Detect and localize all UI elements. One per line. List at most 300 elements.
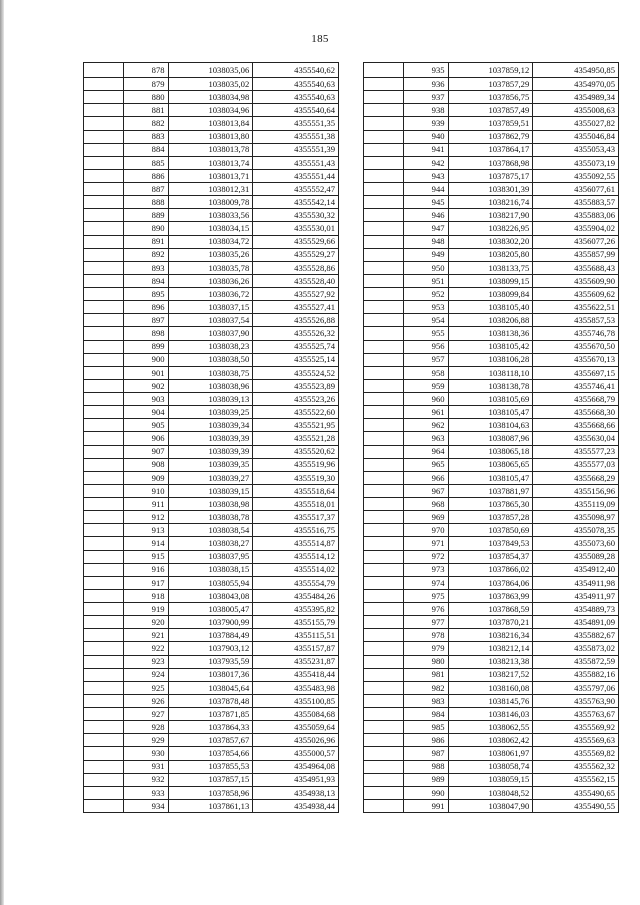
x-coordinate-cell: 1038038,50	[168, 353, 253, 366]
y-coordinate-cell: 4355872,59	[533, 655, 619, 668]
blank-cell	[84, 183, 124, 196]
blank-cell	[364, 379, 404, 392]
x-coordinate-cell: 1037861,13	[168, 799, 253, 812]
x-coordinate-cell: 1037871,85	[168, 708, 253, 721]
x-coordinate-cell: 1038118,10	[448, 366, 533, 379]
x-coordinate-cell: 1038065,18	[448, 445, 533, 458]
table-row	[84, 550, 339, 563]
x-coordinate-cell: 1038062,42	[448, 734, 533, 747]
point-number-cell: 967	[403, 484, 448, 497]
blank-cell	[364, 340, 404, 353]
x-coordinate-cell: 1038216,74	[448, 196, 533, 209]
point-number-cell: 937	[403, 91, 448, 104]
point-number-cell: 920	[123, 616, 168, 629]
table-row	[364, 183, 619, 196]
table-row	[364, 117, 619, 130]
point-number-cell: 885	[123, 156, 168, 169]
y-coordinate-cell: 4355490,55	[533, 799, 619, 812]
blank-cell	[84, 156, 124, 169]
blank-cell	[84, 471, 124, 484]
blank-cell	[84, 576, 124, 589]
point-number-cell: 972	[403, 550, 448, 563]
y-coordinate-cell: 4355552,47	[253, 183, 339, 196]
x-coordinate-cell: 1038013,74	[168, 156, 253, 169]
table-row	[364, 550, 619, 563]
point-number-cell: 932	[123, 773, 168, 786]
x-coordinate-cell: 1038038,15	[168, 563, 253, 576]
y-coordinate-cell: 4355027,82	[533, 117, 619, 130]
blank-cell	[364, 143, 404, 156]
point-number-cell: 904	[123, 406, 168, 419]
x-coordinate-cell: 1038105,69	[448, 393, 533, 406]
table-row	[84, 694, 339, 707]
blank-cell	[84, 78, 124, 91]
point-number-cell: 911	[123, 498, 168, 511]
y-coordinate-cell: 4355519,30	[253, 471, 339, 484]
point-number-cell: 983	[403, 694, 448, 707]
x-coordinate-cell: 1038036,72	[168, 288, 253, 301]
point-number-cell: 975	[403, 589, 448, 602]
point-number-cell: 943	[403, 169, 448, 182]
x-coordinate-cell: 1038302,20	[448, 235, 533, 248]
blank-cell	[364, 314, 404, 327]
x-coordinate-cell: 1038005,47	[168, 603, 253, 616]
table-row	[364, 747, 619, 760]
point-number-cell: 925	[123, 681, 168, 694]
blank-cell	[364, 288, 404, 301]
x-coordinate-cell: 1038087,96	[448, 432, 533, 445]
table-row	[84, 248, 339, 261]
point-number-cell: 971	[403, 537, 448, 550]
x-coordinate-cell: 1038038,75	[168, 366, 253, 379]
x-coordinate-cell: 1038104,63	[448, 419, 533, 432]
x-coordinate-cell: 1038038,27	[168, 537, 253, 550]
y-coordinate-cell: 4355668,66	[533, 419, 619, 432]
point-number-cell: 928	[123, 721, 168, 734]
point-number-cell: 950	[403, 261, 448, 274]
x-coordinate-cell: 1038035,06	[168, 63, 253, 78]
point-number-cell: 923	[123, 655, 168, 668]
x-coordinate-cell: 1037866,02	[448, 563, 533, 576]
blank-cell	[84, 642, 124, 655]
blank-cell	[84, 668, 124, 681]
blank-cell	[364, 366, 404, 379]
point-number-cell: 919	[123, 603, 168, 616]
point-number-cell: 942	[403, 156, 448, 169]
x-coordinate-cell: 1038038,96	[168, 379, 253, 392]
x-coordinate-cell: 1038013,80	[168, 130, 253, 143]
y-coordinate-cell: 4355046,84	[533, 130, 619, 143]
x-coordinate-cell: 1037878,48	[168, 694, 253, 707]
x-coordinate-cell: 1038065,65	[448, 458, 533, 471]
table-row	[84, 629, 339, 642]
table-row	[364, 616, 619, 629]
x-coordinate-cell: 1037863,99	[448, 589, 533, 602]
x-coordinate-cell: 1037935,59	[168, 655, 253, 668]
blank-cell	[364, 222, 404, 235]
blank-cell	[364, 393, 404, 406]
table-row	[364, 708, 619, 721]
point-number-cell: 887	[123, 183, 168, 196]
point-number-cell: 884	[123, 143, 168, 156]
y-coordinate-cell: 4355857,99	[533, 248, 619, 261]
point-number-cell: 902	[123, 379, 168, 392]
point-number-cell: 936	[403, 78, 448, 91]
y-coordinate-cell: 4354889,73	[533, 603, 619, 616]
table-row	[84, 524, 339, 537]
point-number-cell: 944	[403, 183, 448, 196]
y-coordinate-cell: 4355526,32	[253, 327, 339, 340]
point-number-cell: 909	[123, 471, 168, 484]
y-coordinate-cell: 4355395,82	[253, 603, 339, 616]
blank-cell	[84, 747, 124, 760]
point-number-cell: 894	[123, 274, 168, 287]
y-coordinate-cell: 4355562,15	[533, 773, 619, 786]
blank-cell	[84, 209, 124, 222]
x-coordinate-cell: 1038038,23	[168, 340, 253, 353]
y-coordinate-cell: 4355528,86	[253, 261, 339, 274]
y-coordinate-cell: 4355569,63	[533, 734, 619, 747]
point-number-cell: 966	[403, 471, 448, 484]
point-number-cell: 982	[403, 681, 448, 694]
blank-cell	[84, 104, 124, 117]
point-number-cell: 905	[123, 419, 168, 432]
y-coordinate-cell: 4355483,98	[253, 681, 339, 694]
point-number-cell: 980	[403, 655, 448, 668]
y-coordinate-cell: 4355516,75	[253, 524, 339, 537]
x-coordinate-cell: 1038035,78	[168, 261, 253, 274]
blank-cell	[364, 484, 404, 497]
table-row	[364, 91, 619, 104]
blank-cell	[84, 117, 124, 130]
y-coordinate-cell: 4356077,61	[533, 183, 619, 196]
x-coordinate-cell: 1038037,15	[168, 301, 253, 314]
blank-cell	[84, 327, 124, 340]
x-coordinate-cell: 1038212,14	[448, 642, 533, 655]
y-coordinate-cell: 4355551,43	[253, 156, 339, 169]
blank-cell	[364, 799, 404, 812]
x-coordinate-cell: 1037864,06	[448, 576, 533, 589]
y-coordinate-cell: 4355526,88	[253, 314, 339, 327]
blank-cell	[364, 694, 404, 707]
blank-cell	[364, 327, 404, 340]
blank-cell	[84, 708, 124, 721]
y-coordinate-cell: 4355746,41	[533, 379, 619, 392]
coordinate-table-left-body	[84, 63, 339, 813]
x-coordinate-cell: 1038105,47	[448, 471, 533, 484]
x-coordinate-cell: 1038205,80	[448, 248, 533, 261]
point-number-cell: 955	[403, 327, 448, 340]
blank-cell	[84, 301, 124, 314]
y-coordinate-cell: 4355882,16	[533, 668, 619, 681]
y-coordinate-cell: 4355523,26	[253, 393, 339, 406]
table-row	[364, 603, 619, 616]
point-number-cell: 973	[403, 563, 448, 576]
point-number-cell: 908	[123, 458, 168, 471]
blank-cell	[84, 432, 124, 445]
table-row	[364, 314, 619, 327]
point-number-cell: 941	[403, 143, 448, 156]
y-coordinate-cell: 4355519,96	[253, 458, 339, 471]
point-number-cell: 890	[123, 222, 168, 235]
table-row	[364, 143, 619, 156]
table-row	[364, 130, 619, 143]
x-coordinate-cell: 1038045,64	[168, 681, 253, 694]
x-coordinate-cell: 1037900,99	[168, 616, 253, 629]
blank-cell	[84, 616, 124, 629]
blank-cell	[364, 511, 404, 524]
x-coordinate-cell: 1038043,08	[168, 589, 253, 602]
point-number-cell: 935	[403, 63, 448, 78]
y-coordinate-cell: 4355609,62	[533, 288, 619, 301]
point-number-cell: 895	[123, 288, 168, 301]
x-coordinate-cell: 1037903,12	[168, 642, 253, 655]
x-coordinate-cell: 1038037,90	[168, 327, 253, 340]
table-row	[364, 288, 619, 301]
x-coordinate-cell: 1037864,17	[448, 143, 533, 156]
point-number-cell: 951	[403, 274, 448, 287]
y-coordinate-cell: 4355763,67	[533, 708, 619, 721]
table-row	[84, 563, 339, 576]
point-number-cell: 979	[403, 642, 448, 655]
table-row	[364, 63, 619, 78]
table-row	[364, 537, 619, 550]
table-row	[84, 458, 339, 471]
y-coordinate-cell: 4355763,90	[533, 694, 619, 707]
y-coordinate-cell: 4355155,79	[253, 616, 339, 629]
blank-cell	[364, 156, 404, 169]
point-number-cell: 978	[403, 629, 448, 642]
table-row	[364, 681, 619, 694]
y-coordinate-cell: 4355670,50	[533, 340, 619, 353]
y-coordinate-cell: 4356077,26	[533, 235, 619, 248]
y-coordinate-cell: 4355746,78	[533, 327, 619, 340]
table-row	[364, 393, 619, 406]
y-coordinate-cell: 4355100,85	[253, 694, 339, 707]
table-row	[84, 773, 339, 786]
x-coordinate-cell: 1037870,21	[448, 616, 533, 629]
point-number-cell: 984	[403, 708, 448, 721]
x-coordinate-cell: 1038138,36	[448, 327, 533, 340]
x-coordinate-cell: 1038013,78	[168, 143, 253, 156]
y-coordinate-cell: 4355026,96	[253, 734, 339, 747]
y-coordinate-cell: 4355530,01	[253, 222, 339, 235]
y-coordinate-cell: 4355883,57	[533, 196, 619, 209]
blank-cell	[84, 222, 124, 235]
blank-cell	[364, 419, 404, 432]
blank-cell	[364, 458, 404, 471]
point-number-cell: 960	[403, 393, 448, 406]
blank-cell	[84, 589, 124, 602]
table-row	[84, 603, 339, 616]
x-coordinate-cell: 1038034,15	[168, 222, 253, 235]
point-number-cell: 974	[403, 576, 448, 589]
blank-cell	[84, 91, 124, 104]
blank-cell	[84, 248, 124, 261]
blank-cell	[364, 589, 404, 602]
table-row	[364, 353, 619, 366]
blank-cell	[84, 419, 124, 432]
table-row	[84, 327, 339, 340]
blank-cell	[364, 261, 404, 274]
table-row	[84, 786, 339, 799]
blank-cell	[364, 563, 404, 576]
x-coordinate-cell: 1038138,78	[448, 379, 533, 392]
y-coordinate-cell: 4355797,06	[533, 681, 619, 694]
y-coordinate-cell: 4355000,57	[253, 747, 339, 760]
point-number-cell: 985	[403, 721, 448, 734]
table-row	[364, 301, 619, 314]
blank-cell	[364, 668, 404, 681]
table-row	[364, 484, 619, 497]
blank-cell	[364, 235, 404, 248]
table-row	[84, 616, 339, 629]
x-coordinate-cell: 1037855,53	[168, 760, 253, 773]
blank-cell	[364, 760, 404, 773]
blank-cell	[364, 301, 404, 314]
table-row	[364, 156, 619, 169]
x-coordinate-cell: 1037875,17	[448, 169, 533, 182]
y-coordinate-cell: 4355525,74	[253, 340, 339, 353]
y-coordinate-cell: 4355577,03	[533, 458, 619, 471]
x-coordinate-cell: 1037859,51	[448, 117, 533, 130]
y-coordinate-cell: 4355551,38	[253, 130, 339, 143]
x-coordinate-cell: 1037854,37	[448, 550, 533, 563]
x-coordinate-cell: 1038099,84	[448, 288, 533, 301]
y-coordinate-cell: 4354891,09	[533, 616, 619, 629]
table-row	[84, 353, 339, 366]
blank-cell	[84, 143, 124, 156]
x-coordinate-cell: 1037884,49	[168, 629, 253, 642]
table-row	[364, 366, 619, 379]
table-row	[364, 379, 619, 392]
table-row	[84, 393, 339, 406]
blank-cell	[84, 261, 124, 274]
blank-cell	[84, 196, 124, 209]
y-coordinate-cell: 4355904,02	[533, 222, 619, 235]
blank-cell	[84, 235, 124, 248]
point-number-cell: 968	[403, 498, 448, 511]
y-coordinate-cell: 4355514,12	[253, 550, 339, 563]
x-coordinate-cell: 1038039,34	[168, 419, 253, 432]
y-coordinate-cell: 4355668,29	[533, 471, 619, 484]
x-coordinate-cell: 1038017,36	[168, 668, 253, 681]
y-coordinate-cell: 4355092,55	[533, 169, 619, 182]
point-number-cell: 986	[403, 734, 448, 747]
y-coordinate-cell: 4355551,35	[253, 117, 339, 130]
blank-cell	[364, 63, 404, 78]
point-number-cell: 930	[123, 747, 168, 760]
point-number-cell: 906	[123, 432, 168, 445]
table-row	[364, 471, 619, 484]
table-row	[84, 655, 339, 668]
y-coordinate-cell: 4355540,64	[253, 104, 339, 117]
y-coordinate-cell: 4354951,93	[253, 773, 339, 786]
table-row	[364, 196, 619, 209]
point-number-cell: 969	[403, 511, 448, 524]
x-coordinate-cell: 1037857,49	[448, 104, 533, 117]
table-row	[84, 130, 339, 143]
table-row	[84, 537, 339, 550]
x-coordinate-cell: 1038106,28	[448, 353, 533, 366]
blank-cell	[84, 445, 124, 458]
point-number-cell: 892	[123, 248, 168, 261]
blank-cell	[364, 91, 404, 104]
point-number-cell: 991	[403, 799, 448, 812]
y-coordinate-cell: 4355157,87	[253, 642, 339, 655]
blank-cell	[84, 694, 124, 707]
table-row	[84, 183, 339, 196]
y-coordinate-cell: 4355484,26	[253, 589, 339, 602]
point-number-cell: 934	[123, 799, 168, 812]
table-row	[364, 432, 619, 445]
y-coordinate-cell: 4355857,53	[533, 314, 619, 327]
blank-cell	[364, 747, 404, 760]
coordinate-table-right-body	[364, 63, 619, 813]
blank-cell	[84, 629, 124, 642]
blank-cell	[364, 550, 404, 563]
table-row	[84, 63, 339, 78]
blank-cell	[364, 78, 404, 91]
table-row	[84, 406, 339, 419]
y-coordinate-cell: 4355525,14	[253, 353, 339, 366]
point-number-cell: 987	[403, 747, 448, 760]
x-coordinate-cell: 1038206,88	[448, 314, 533, 327]
x-coordinate-cell: 1037864,33	[168, 721, 253, 734]
table-row	[364, 261, 619, 274]
point-number-cell: 922	[123, 642, 168, 655]
blank-cell	[84, 773, 124, 786]
table-row	[364, 786, 619, 799]
table-row	[84, 668, 339, 681]
point-number-cell: 940	[403, 130, 448, 143]
point-number-cell: 929	[123, 734, 168, 747]
y-coordinate-cell: 4355542,14	[253, 196, 339, 209]
table-row	[84, 379, 339, 392]
x-coordinate-cell: 1038160,08	[448, 681, 533, 694]
point-number-cell: 953	[403, 301, 448, 314]
table-row	[84, 734, 339, 747]
y-coordinate-cell: 4355523,89	[253, 379, 339, 392]
point-number-cell: 957	[403, 353, 448, 366]
table-row	[364, 511, 619, 524]
x-coordinate-cell: 1037859,12	[448, 63, 533, 78]
x-coordinate-cell: 1038058,74	[448, 760, 533, 773]
y-coordinate-cell: 4355514,02	[253, 563, 339, 576]
x-coordinate-cell: 1038213,38	[448, 655, 533, 668]
blank-cell	[84, 340, 124, 353]
y-coordinate-cell: 4355119,09	[533, 498, 619, 511]
coordinate-table-right	[363, 62, 619, 813]
y-coordinate-cell: 4355073,60	[533, 537, 619, 550]
x-coordinate-cell: 1038037,95	[168, 550, 253, 563]
blank-cell	[84, 406, 124, 419]
point-number-cell: 949	[403, 248, 448, 261]
x-coordinate-cell: 1038105,42	[448, 340, 533, 353]
blank-cell	[364, 353, 404, 366]
table-row	[364, 576, 619, 589]
y-coordinate-cell: 4355522,60	[253, 406, 339, 419]
point-number-cell: 938	[403, 104, 448, 117]
blank-cell	[84, 484, 124, 497]
point-number-cell: 900	[123, 353, 168, 366]
table-row	[364, 655, 619, 668]
x-coordinate-cell: 1037862,79	[448, 130, 533, 143]
y-coordinate-cell: 4355524,52	[253, 366, 339, 379]
x-coordinate-cell: 1038038,78	[168, 511, 253, 524]
y-coordinate-cell: 4355873,02	[533, 642, 619, 655]
y-coordinate-cell: 4355529,27	[253, 248, 339, 261]
